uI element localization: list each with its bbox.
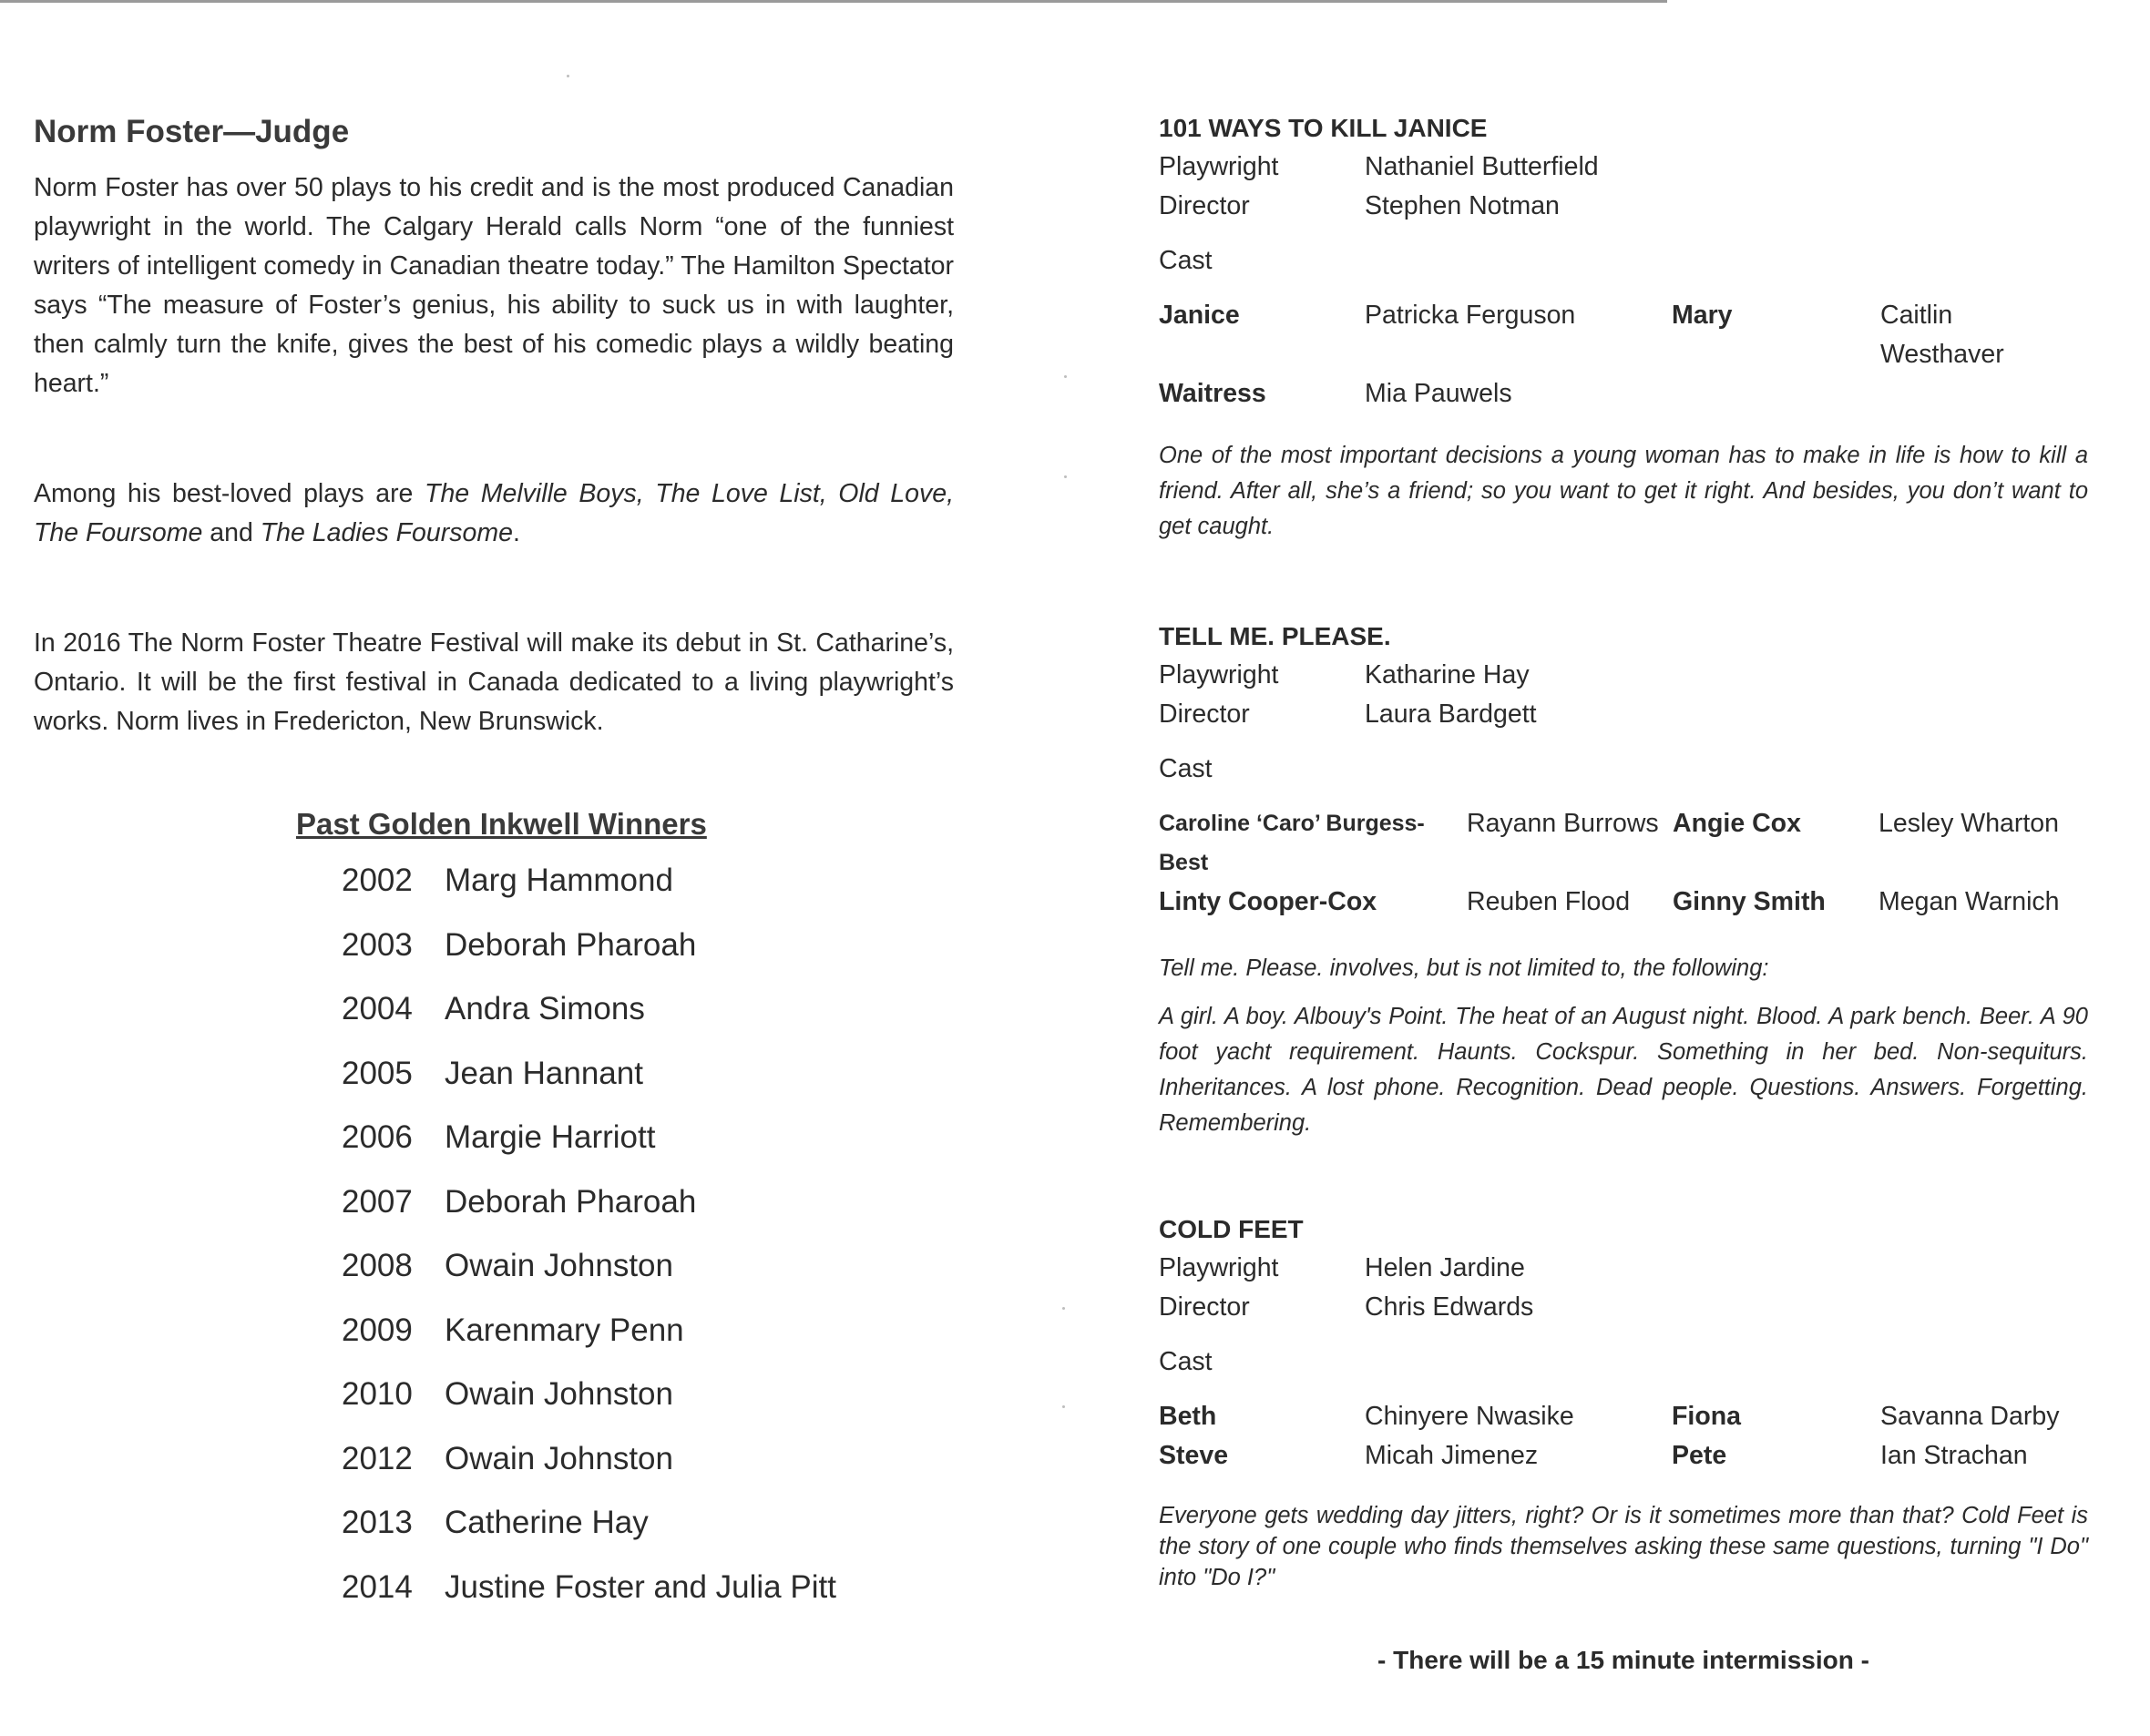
scan-speck: [1062, 1307, 1065, 1310]
winner-row: [296, 1363, 954, 1427]
cast-grid: [1159, 1397, 2088, 1476]
judge-plays: [34, 475, 954, 553]
director-name: Stephen Notman: [1365, 191, 1560, 220]
winner-row: [296, 1042, 954, 1107]
winner-row: [296, 1556, 954, 1620]
judge-festival: In 2016 The Norm Foster Theatre Festival will make its debut in St. Catharine’s, Ontario. It will be the first festival in Canada dedicated to a living playwright’s works. Norm lives in Fredericton, New Brunswick.: [34, 628, 954, 736]
cast-actor: Caitlin Westhaver: [1880, 301, 2004, 369]
playwright-label: Playwright: [1159, 152, 1279, 181]
winner-name: Justine Foster and Julia Pitt: [445, 1568, 836, 1605]
play-lead: Tell me. Please. involves, but is not limited to, the following:: [1159, 955, 1769, 981]
plays-and: and: [202, 518, 261, 547]
winner-year: 2013: [342, 1505, 413, 1541]
winner-year: 2004: [342, 991, 413, 1027]
winner-name: Owain Johnston: [445, 1248, 673, 1284]
winner-year: 2006: [342, 1119, 413, 1156]
playwright-row: [1159, 148, 2088, 187]
plays-intro: Among his best-loved plays are: [34, 479, 425, 508]
winner-name: Owain Johnston: [445, 1376, 673, 1413]
winner-year: 2012: [342, 1440, 413, 1476]
director-label: Director: [1159, 191, 1250, 220]
cast-role: Janice: [1159, 301, 1240, 330]
playwright-label: Playwright: [1159, 660, 1279, 689]
winner-year: 2008: [342, 1248, 413, 1284]
winner-name: Marg Hammond: [445, 863, 673, 899]
cast-label: Cast: [1159, 246, 1213, 275]
winner-row: [296, 1299, 954, 1363]
play-description: One of the most important decisions a young woman has to make in life is how to kill a friend. After all, she’s a friend; so you want to get it right. And besides, you don’t want to get caught.: [1159, 443, 2088, 539]
winner-row: [296, 1170, 954, 1235]
scan-speck: [1062, 1405, 1065, 1408]
director-row: [1159, 695, 2088, 734]
winner-row: [296, 1427, 954, 1492]
winner-name: Margie Harriott: [445, 1119, 656, 1156]
play-tell-me-please: [1159, 618, 2088, 1141]
scan-speck: [1064, 475, 1067, 478]
plays-last: The Ladies Foursome: [260, 518, 513, 547]
cast-label: Cast: [1159, 754, 1213, 783]
winner-year: 2014: [342, 1568, 413, 1605]
right-column: [1159, 109, 2088, 1675]
winner-name: Deborah Pharoah: [445, 926, 697, 963]
play-description: A girl. A boy. Albouy's Point. The heat of an August night. Blood. A park bench. Beer. A 90 foot yacht requirement. Haunts. Cockspur. Something in her bed. Non-sequiturs. Inheritances. A lost phone. Recognition. Dead people. Questions. Answers. Forgetting. Remembering.: [1159, 1004, 2088, 1136]
cast-actor: Micah Jimenez: [1365, 1441, 1539, 1470]
winner-year: 2005: [342, 1055, 413, 1091]
cast-grid: [1159, 296, 2088, 414]
cast-grid: [1159, 804, 2088, 922]
plays-titles: The Melville Boys, The Love List, Old Love, The Foursome: [34, 479, 954, 547]
cast-role: Beth: [1159, 1402, 1217, 1431]
left-column: [34, 114, 954, 1619]
cast-actor: Mia Pauwels: [1365, 379, 1512, 408]
cast-label: Cast: [1159, 1347, 1213, 1376]
cast-role: Fiona: [1672, 1402, 1741, 1431]
cast-role: Caroline ‘Caro’ Burgess-Best: [1159, 811, 1425, 875]
playwright-name: Katharine Hay: [1365, 660, 1530, 689]
winner-name: Karenmary Penn: [445, 1312, 684, 1348]
play-title: COLD FEET: [1159, 1215, 1304, 1243]
playwright-name: Nathaniel Butterfield: [1365, 152, 1599, 181]
scan-speck: [1064, 375, 1067, 378]
director-name: Laura Bardgett: [1365, 700, 1537, 729]
winner-year: 2002: [342, 863, 413, 899]
cast-role: Pete: [1672, 1441, 1727, 1470]
cast-actor: Rayann Burrows: [1467, 809, 1659, 838]
winner-row: [296, 977, 954, 1042]
cast-role: Linty Cooper-Cox: [1159, 887, 1377, 916]
winner-row: [296, 849, 954, 914]
scan-speck: [567, 75, 569, 77]
cast-role: Waitress: [1159, 379, 1266, 408]
winner-name: Owain Johnston: [445, 1440, 673, 1476]
playwright-name: Helen Jardine: [1365, 1253, 1525, 1282]
play-description: Everyone gets wedding day jitters, right? Or is it sometimes more than that? Cold Feet is the story of one couple who finds themselves asking these same questions, turning "I Do" into "Do I?": [1159, 1503, 2088, 1590]
winner-name: Andra Simons: [445, 991, 645, 1027]
winner-row: [296, 1106, 954, 1170]
playwright-label: Playwright: [1159, 1253, 1279, 1282]
winners-heading: Past Golden Inkwell Winners: [296, 807, 707, 841]
winner-row: [296, 1491, 954, 1556]
play-cold-feet: [1159, 1210, 2088, 1593]
winner-name: Jean Hannant: [445, 1055, 643, 1091]
cast-actor: Reuben Flood: [1467, 887, 1631, 916]
playwright-row: [1159, 1249, 2088, 1288]
director-name: Chris Edwards: [1365, 1292, 1534, 1322]
director-label: Director: [1159, 1292, 1250, 1322]
cast-role: Angie Cox: [1673, 809, 1801, 838]
play-101-ways: [1159, 109, 2088, 545]
playwright-row: [1159, 656, 2088, 695]
cast-actor: Savanna Darby: [1880, 1402, 2060, 1431]
play-title: 101 WAYS TO KILL JANICE: [1159, 114, 1488, 142]
cast-actor: Ian Strachan: [1880, 1441, 2028, 1470]
judge-bio: Norm Foster has over 50 plays to his credit and is the most produced Canadian playwright in the world. The Calgary Herald calls Norm “one of the funniest writers of intelligent comedy in Canadian theatre today.” The Hamilton Spectator says “The measure of Foster’s genius, his ability to suck us in with laughter, then calmly turn the knife, gives the best of his comedic plays a wildly beating heart.”: [34, 173, 954, 398]
play-title: TELL ME. PLEASE.: [1159, 622, 1391, 650]
plays-end: .: [512, 518, 520, 547]
winners-section: [296, 807, 954, 1619]
director-row: [1159, 187, 2088, 226]
winner-row: [296, 1234, 954, 1299]
cast-actor: Chinyere Nwasike: [1365, 1402, 1574, 1431]
cast-role: Mary: [1672, 301, 1733, 330]
cast-actor: Megan Warnich: [1879, 887, 2060, 916]
winner-name: Catherine Hay: [445, 1505, 649, 1541]
winner-year: 2007: [342, 1183, 413, 1220]
winner-year: 2003: [342, 926, 413, 963]
winner-year: 2010: [342, 1376, 413, 1413]
winner-name: Deborah Pharoah: [445, 1183, 697, 1220]
director-row: [1159, 1288, 2088, 1327]
top-rule: [0, 0, 1667, 3]
judge-heading: Norm Foster—Judge: [34, 114, 350, 149]
winners-list: [296, 849, 954, 1619]
winner-row: [296, 914, 954, 978]
director-label: Director: [1159, 700, 1250, 729]
cast-role: Steve: [1159, 1441, 1229, 1470]
cast-role: Ginny Smith: [1673, 887, 1826, 916]
intermission-note: - There will be a 15 minute intermission -: [1377, 1646, 1869, 1674]
cast-actor: Patricka Ferguson: [1365, 301, 1576, 330]
cast-actor: Lesley Wharton: [1879, 809, 2060, 838]
winner-year: 2009: [342, 1312, 413, 1348]
